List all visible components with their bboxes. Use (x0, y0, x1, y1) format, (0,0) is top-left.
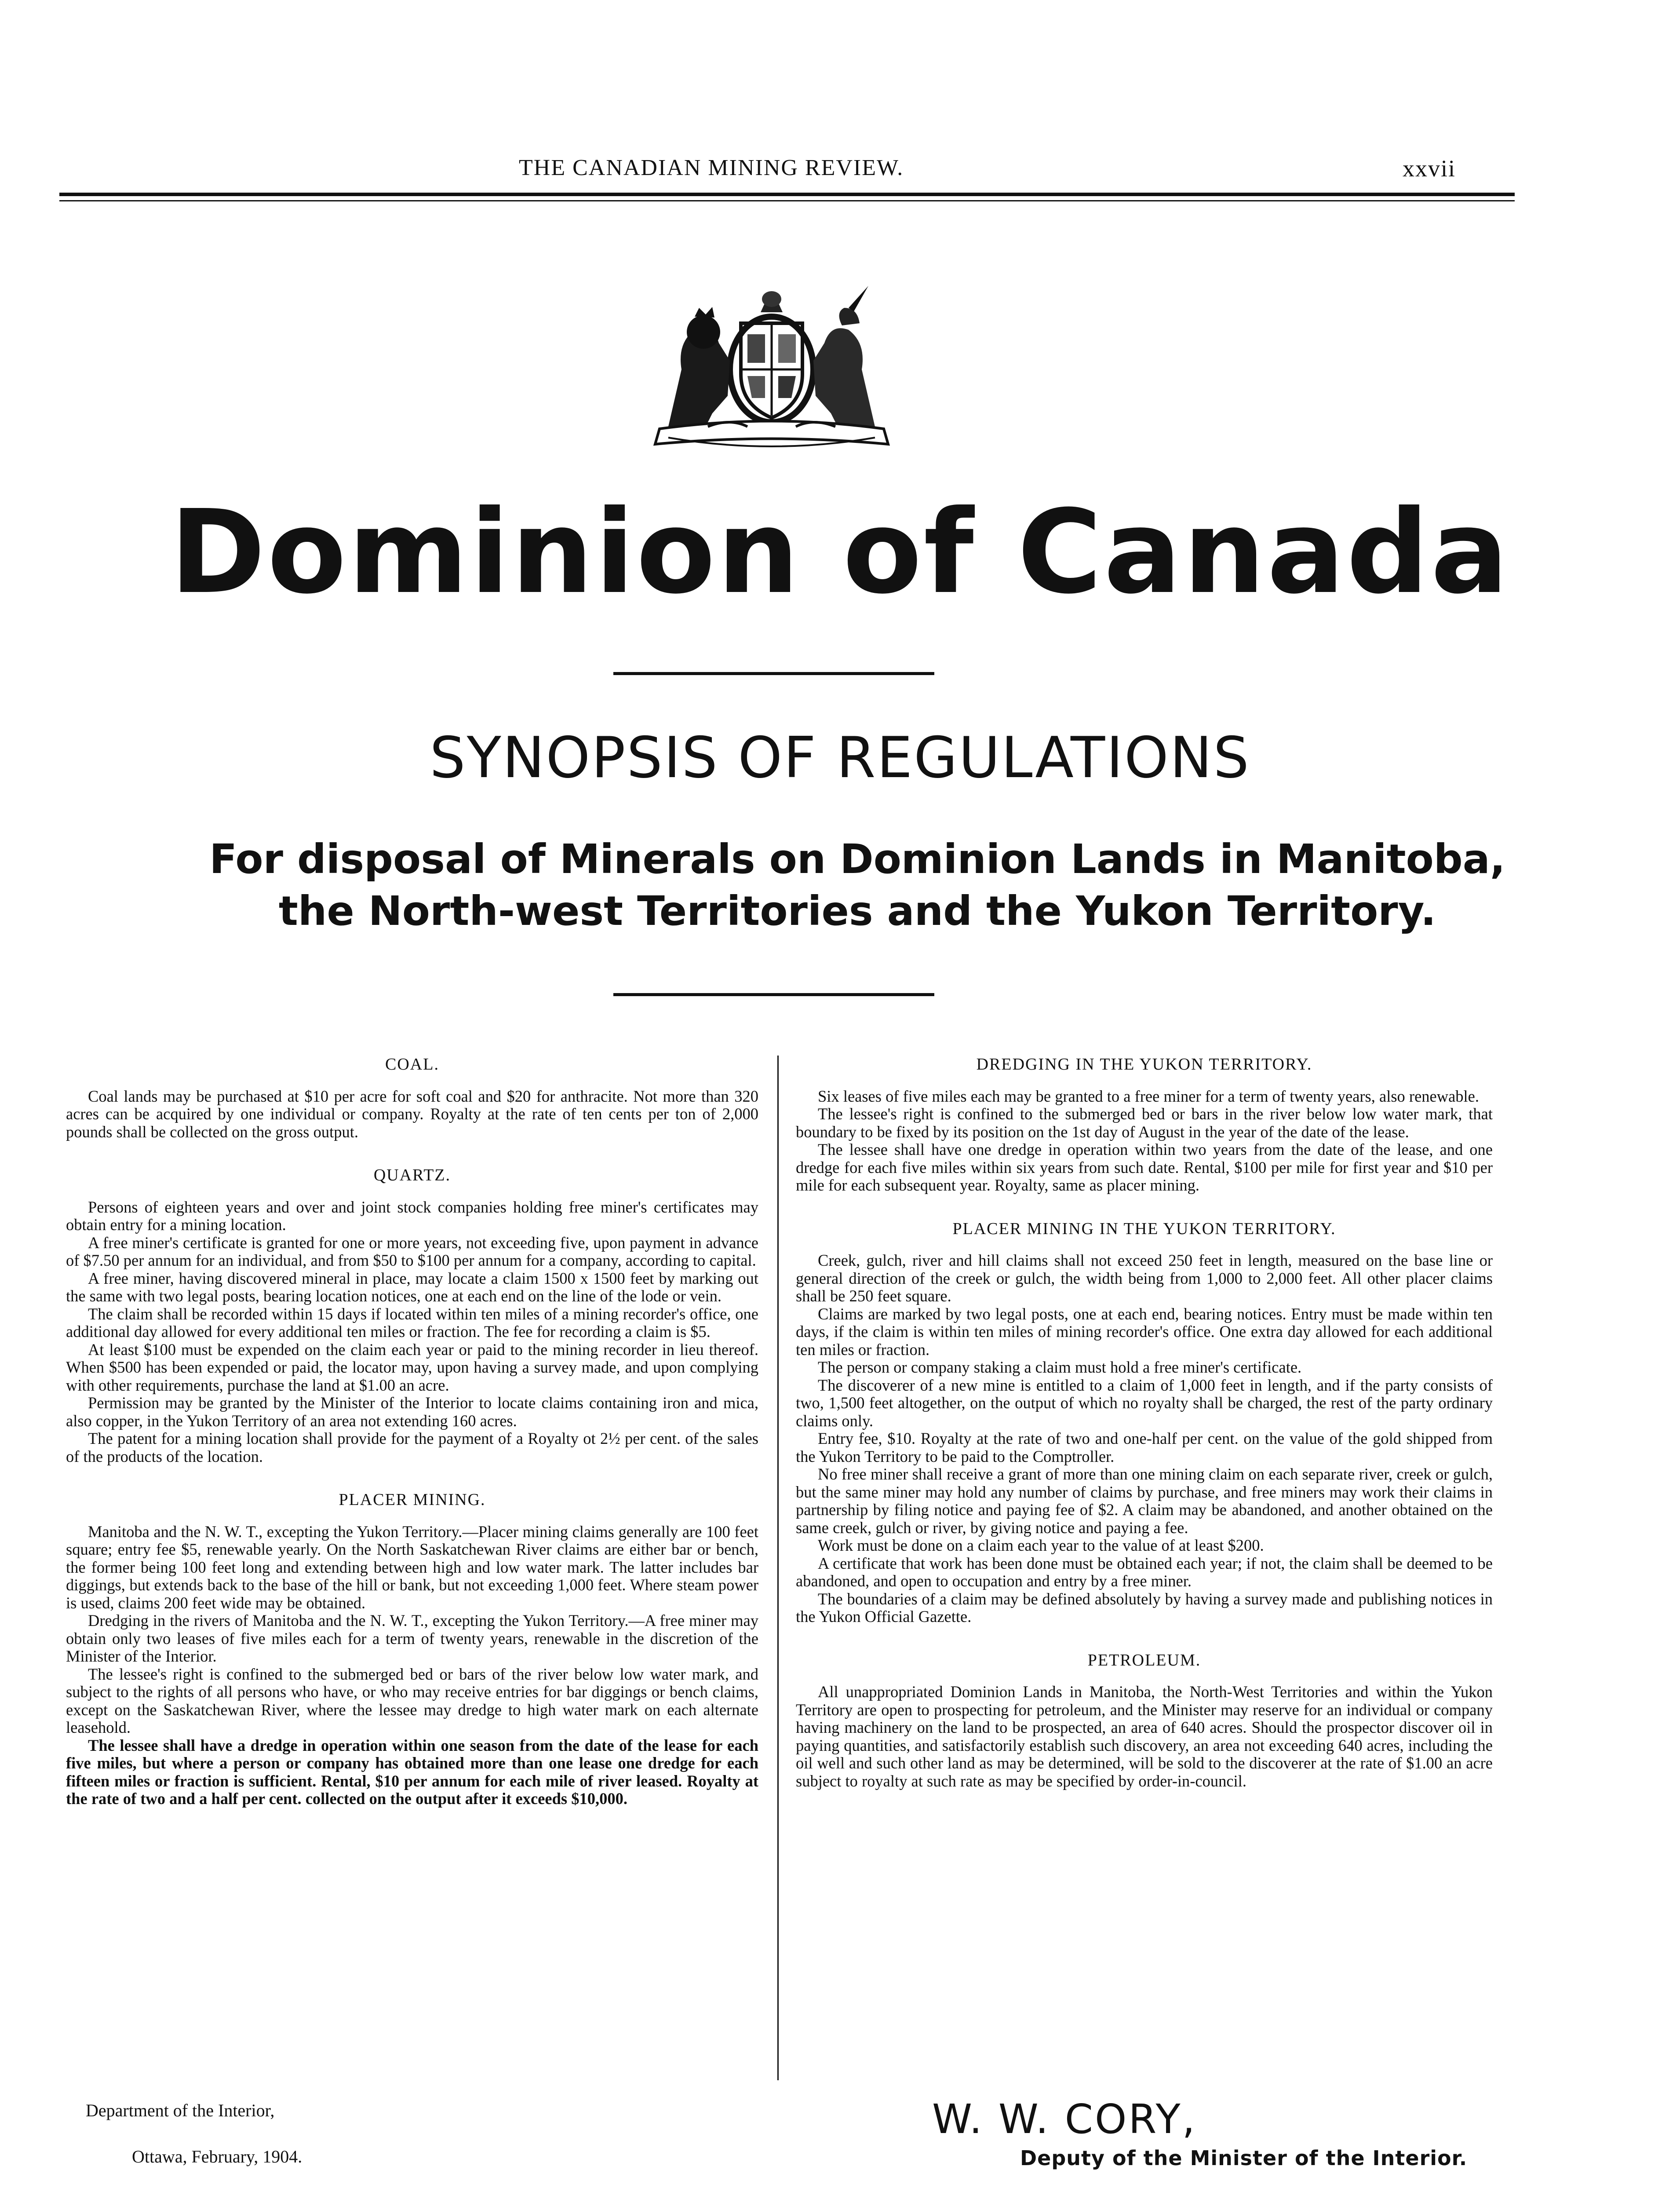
department: Department of the Interior, (86, 2100, 275, 2120)
section-heading-dredging-yukon: DREDGING IN THE YUKON TERRITORY. (976, 1055, 1312, 1074)
running-head: THE CANADIAN MINING REVIEW. (519, 155, 904, 180)
paragraph: Six leases of five miles each may be granted to a free miner for a term of twenty years, also renewable. (818, 1087, 1480, 1105)
paragraph: Creek, gulch, river and hill claims shall not exceed 250 feet in length, measured on the base line or general direction of the creek or gulch, the width being from 1,000 to 2,000 feet. All other placer claims shall be 250 feet square. (796, 1251, 1493, 1305)
paragraph: The boundaries of a claim may be defined absolutely by having a survey made and publishing notices in the Yukon Official Gazette. (796, 1589, 1493, 1626)
paragraph: Persons of eighteen years and over and joint stock companies holding free miner's certificates may obtain entry for a mining location. (66, 1198, 758, 1234)
section-heading-placer-yukon: PLACER MINING IN THE YUKON TERRITORY. (952, 1219, 1336, 1238)
section-heading-placer-mining: PLACER MINING. (339, 1490, 486, 1509)
page-number: xxvii (1403, 155, 1456, 182)
dateline: Ottawa, February, 1904. (132, 2147, 302, 2166)
left-column (66, 1056, 758, 1808)
signatory-name: W. W. CORY, (932, 2096, 1197, 2143)
paragraph: The person or company staking a claim must hold a free miner's certificate. (818, 1358, 1302, 1376)
paragraph: A certificate that work has been done must be obtained each year; if not, the claim shall be deemed to be abandoned, and open to occupation and entry by a free miner. (796, 1554, 1493, 1590)
section-heading-petroleum: PETROLEUM. (1087, 1651, 1201, 1669)
header-rule-thin (59, 200, 1515, 201)
paragraph: Claims are marked by two legal posts, one at each end, bearing notices. Entry must be made within ten days, if the claim is within ten miles of mining recorder's office. One extra day allowed for each additional ten miles or fraction. (796, 1304, 1493, 1359)
sub-subtitle-line-1: For disposal of Minerals on Dominion Lands in Manitoba, (209, 836, 1505, 883)
paragraph: Manitoba and the N. W. T., excepting the Yukon Territory.—Placer mining claims generally are 100 feet square; entry fee $5, renewable yearly. On the North Saskatchewan River claims are either bar or bench, the former being 100 feet long and extending between high and low water mark. The latter includes bar diggings, but extends back to the base of the hill or bank, but not exceeding 1,000 feet. Where steam power is used, claims 200 feet wide may be obtained. (66, 1522, 758, 1612)
paragraph: Permission may be granted by the Minister of the Interior to locate claims containing iron and mica, also copper, in the Yukon Territory of an area not extending 160 acres. (66, 1394, 758, 1430)
paragraph: All unappropriated Dominion Lands in Manitoba, the North-West Territories and within the Yukon Territory are open to prospecting for petroleum, and the Minister may reserve for an individual or company having machinery on the land to be prospected, an area of 640 acres. Should the prospector discover oil in paying quantities, and satisfactorily establish such discovery, an area not exceeding 640 acres, including the oil well and such other land as may be determined, will be sold to the discoverer at the rate of $1.00 an acre subject to royalty at such rate as may be specified by order-in-council. (796, 1683, 1493, 1790)
paragraph: The lessee's right is confined to the submerged bed or bars of the river below low water mark, and subject to the rights of all persons who have, or who may receive entries for bar diggings or bench claims, except on the Saskatchewan River, where the lessee may dredge to high water mark on each alternate leasehold. (66, 1665, 758, 1736)
section-heading-coal: COAL. (385, 1055, 439, 1074)
paragraph: The discoverer of a new mine is entitled to a claim of 1,000 feet in length, and if the party consists of two, 1,500 feet altogether, on the output of which no royalty shall be charged, the rest of the party ordinary claims only. (796, 1376, 1493, 1430)
title-rule-bottom (613, 993, 934, 996)
paragraph: Entry fee, $10. Royalty at the rate of two and one-half per cent. on the value of the gold shipped from the Yukon Territory to be paid to the Comptroller. (796, 1429, 1493, 1465)
paragraph: At least $100 must be expended on the claim each year or paid to the mining recorder in lieu thereof. When $500 has been expended or paid, the locator may, upon having a survey made, and upon complying with other requirements, purchase the land at $1.00 an acre. (66, 1340, 758, 1394)
signatory-title: Deputy of the Minister of the Interior. (1020, 2146, 1468, 2170)
paragraph: A free miner's certificate is granted for one or more years, not exceeding five, upon payment in advance of $7.50 per annum for an individual, and from $50 to $100 per annum for a company, according to capital. (66, 1233, 758, 1269)
main-title: Dominion of Canada (170, 485, 1510, 619)
right-column (796, 1056, 1493, 1790)
header-rule-thick (59, 193, 1515, 196)
paragraph: The patent for a mining location shall provide for the payment of a Royalty ot 2½ per cent. of the sales of the products of the location. (66, 1429, 758, 1465)
section-heading-quartz: QUARTZ. (373, 1166, 451, 1184)
paragraph: A free miner, having discovered mineral in place, may locate a claim 1500 x 1500 feet by marking out the same with two legal posts, bearing location notices, one at each end on the line of the lode or vein. (66, 1269, 758, 1305)
title-rule-top (613, 672, 934, 675)
subtitle: SYNOPSIS OF REGULATIONS (430, 725, 1250, 791)
paragraph: The lessee's right is confined to the submerged bed or bars in the river below low water mark, that boundary to be fixed by its position on the 1st day of August in the year of the date of the lease. (796, 1105, 1493, 1141)
paragraph: The lessee shall have a dredge in operation within one season from the date of the lease for each five miles, but where a person or company has obtained more than one lease one dredge for each fifteen miles or fraction is sufficient. Rental, $10 per annum for each mile of river leased. Royalty at the rate of two and a half per cent. collected on the output after it exceeds $10,000. (66, 1736, 758, 1808)
paragraph: Coal lands may be purchased at $10 per acre for soft coal and $20 for anthracite. Not more than 320 acres can be acquired by one individual or company. Royalty at the rate of ten cents per ton of 2,000 pounds shall be collected on the gross output. (66, 1087, 758, 1141)
sub-subtitle (44, 833, 1671, 937)
column-divider (777, 1056, 779, 2080)
paragraph: Work must be done on a claim each year to the value of at least $200. (818, 1536, 1264, 1554)
paragraph: No free miner shall receive a grant of more than one mining claim on each separate river, creek or gulch, but the same miner may hold any number of claims by purchase, and free miners may work their claims in partnership by filing notice and paying fee of $2. A claim may be abandoned, and another obtained on the same creek, gulch or river, by giving notice and paying a fee. (796, 1465, 1493, 1537)
paragraph: The lessee shall have one dredge in operation within two years from the date of the lease, and one dredge for each five miles within six years from such date. Rental, $100 per mile for first year and $10 per mile for each subsequent year. Royalty, same as placer mining. (796, 1140, 1493, 1194)
paragraph: Dredging in the rivers of Manitoba and the N. W. T., excepting the Yukon Territory.—A free miner may obtain only two leases of five miles each for a term of twenty years, renewable in the discretion of the Minister of the Interior. (66, 1611, 758, 1665)
sub-subtitle-line-2: the North-west Territories and the Yukon Territory. (278, 887, 1436, 935)
paragraph: The claim shall be recorded within 15 days if located within ten miles of a mining recorder's office, one additional day allowed for every additional ten miles or fraction. The fee for recording a claim is $5. (66, 1304, 758, 1341)
royal-coat-of-arms-icon (642, 281, 901, 457)
